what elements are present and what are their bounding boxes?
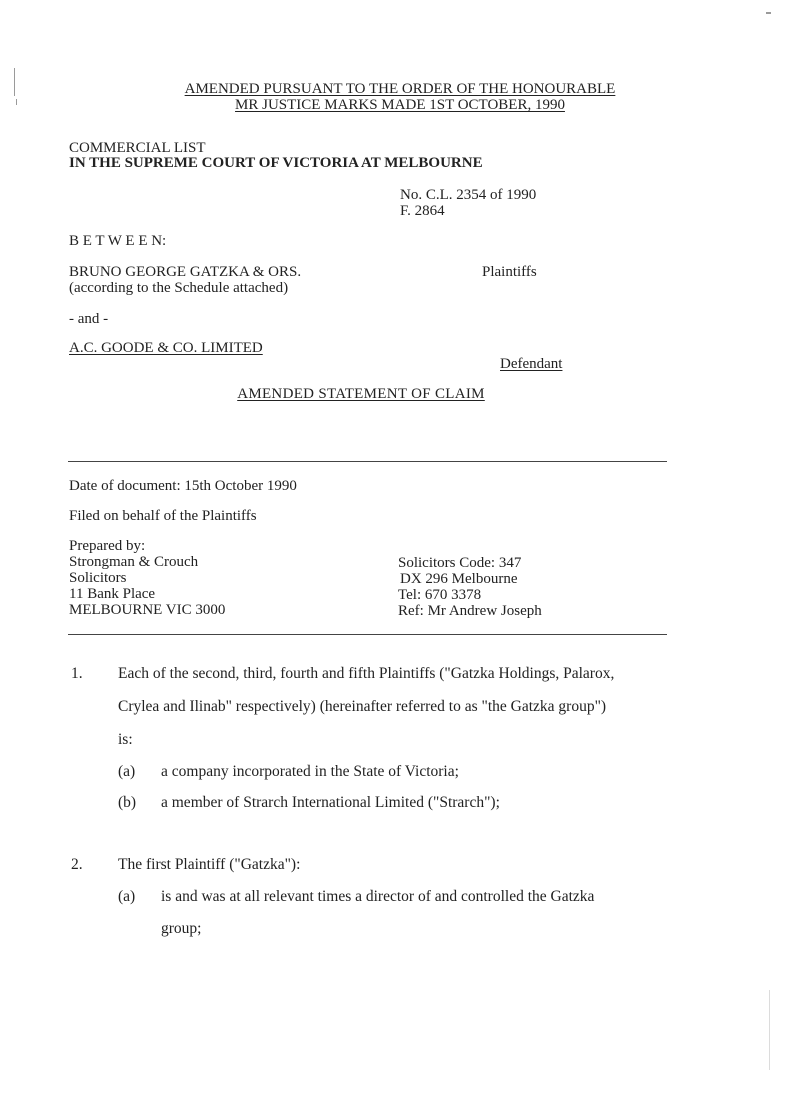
amendment-line-1: AMENDED PURSUANT TO THE ORDER OF THE HONOURABLE	[184, 81, 616, 97]
between-label: B E T W E E N:	[69, 233, 167, 249]
paragraph-number: 1.	[71, 665, 83, 682]
filed-on-behalf: Filed on behalf of the Plaintiffs	[69, 508, 257, 524]
reference: Ref: Mr Andrew Joseph	[398, 603, 542, 619]
item-text-continued: group;	[161, 920, 202, 937]
address-line-1: 11 Bank Place	[69, 586, 156, 602]
plaintiff-role: Plaintiffs	[482, 264, 537, 280]
document-date: Date of document: 15th October 1990	[69, 478, 297, 494]
defendant-role: Defendant	[500, 356, 563, 372]
divider-top	[68, 461, 667, 462]
item-text: is and was at all relevant times a director of and controlled the Gatzka	[161, 888, 595, 905]
case-number: No. C.L. 2354 of 1990	[400, 187, 537, 203]
plaintiff-name: BRUNO GEORGE GATZKA & ORS.	[69, 264, 302, 280]
firm-name: Strongman & Crouch	[69, 554, 199, 570]
solicitors-code: Solicitors Code: 347	[398, 555, 522, 571]
item-label: (b)	[118, 794, 137, 811]
address-line-2: MELBOURNE VIC 3000	[69, 602, 226, 618]
defendant-name: A.C. GOODE & CO. LIMITED	[69, 340, 263, 356]
file-number: F. 2864	[400, 203, 445, 219]
prepared-by-label: Prepared by:	[69, 538, 146, 554]
telephone: Tel: 670 3378	[398, 587, 482, 603]
item-label: (a)	[118, 888, 136, 905]
divider-bottom	[68, 634, 667, 635]
paragraph-line: Each of the second, third, fourth and fifth Plaintiffs ("Gatzka Holdings, Palarox,	[118, 665, 615, 682]
firm-type: Solicitors	[69, 570, 127, 586]
item-text: a company incorporated in the State of Victoria;	[161, 763, 459, 780]
paragraph-number: 2.	[71, 856, 83, 873]
dx-number: DX 296 Melbourne	[400, 571, 518, 587]
scan-mark	[766, 12, 771, 14]
item-label: (a)	[118, 763, 136, 780]
plaintiff-note: (according to the Schedule attached)	[69, 280, 289, 296]
and-separator: - and -	[69, 311, 109, 327]
court-name: IN THE SUPREME COURT OF VICTORIA AT MELBOURNE	[69, 155, 483, 171]
amendment-line-2: MR JUSTICE MARKS MADE 1ST OCTOBER, 1990	[235, 97, 565, 113]
document-title: AMENDED STATEMENT OF CLAIM	[237, 386, 485, 402]
paragraph-line: Crylea and Ilinab" respectively) (hereinafter referred to as "the Gatzka group")	[118, 698, 607, 715]
paragraph-line: is:	[118, 731, 133, 748]
item-text: a member of Strarch International Limited ("Strarch");	[161, 794, 500, 811]
scan-mark	[769, 990, 770, 1070]
commercial-list: COMMERCIAL LIST	[69, 140, 206, 156]
paragraph-line: The first Plaintiff ("Gatzka"):	[118, 856, 301, 873]
